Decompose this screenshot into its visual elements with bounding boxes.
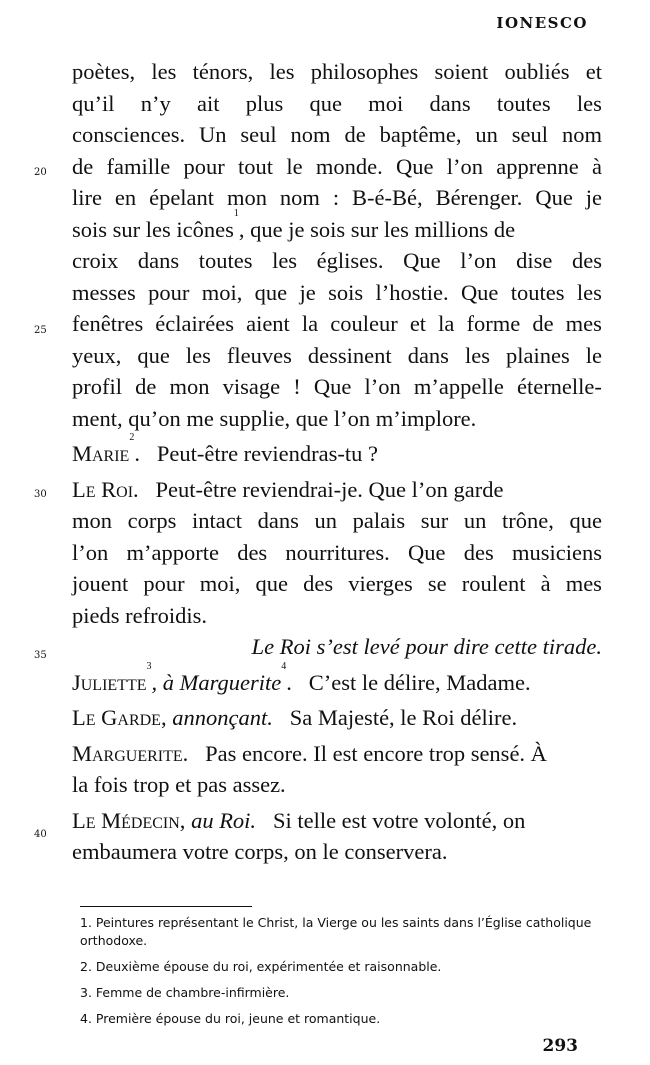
word: poètes, bbox=[72, 59, 136, 84]
word: Bérenger. bbox=[435, 185, 523, 210]
word: dans bbox=[429, 90, 471, 116]
text-line: sois sur les icônes 1 , que je sois sur les millions de bbox=[72, 214, 602, 246]
word: le bbox=[585, 342, 602, 368]
word: nom bbox=[561, 122, 602, 147]
speech-marie: Marie 2 . Peut-être reviendras-tu ? bbox=[72, 438, 602, 470]
word: pour bbox=[143, 571, 185, 596]
word: de bbox=[135, 374, 157, 399]
word: l’on bbox=[72, 539, 109, 565]
word: que bbox=[309, 90, 342, 116]
footnote-1: 1. Peintures représentant le Christ, la Vierge ou les saints dans l’Église catholique orthodoxe. bbox=[80, 915, 592, 948]
word: fenêtres bbox=[72, 311, 144, 336]
text-line bbox=[72, 505, 602, 537]
word: que bbox=[254, 279, 288, 305]
word: trône, bbox=[501, 508, 554, 533]
word: ténors, bbox=[192, 59, 254, 84]
word: Que bbox=[408, 539, 446, 565]
word: en bbox=[114, 185, 137, 210]
word: vierges bbox=[348, 571, 413, 596]
word: lire bbox=[72, 185, 102, 210]
word: des bbox=[237, 539, 268, 565]
word: roulent bbox=[461, 571, 526, 596]
footnote-3: 3. Femme de chambre-infirmière. bbox=[80, 985, 290, 1000]
word: soient bbox=[434, 59, 489, 84]
speaker-name: Marie bbox=[72, 441, 130, 466]
word: ait bbox=[196, 90, 220, 116]
speaker-name: Marguerite. bbox=[72, 740, 189, 766]
word: philosophes bbox=[310, 59, 419, 84]
stage-direction: Le Roi s’est levé pour dire cette tirade. bbox=[251, 634, 602, 659]
line-number-40: 40 bbox=[34, 829, 47, 840]
word: plaines bbox=[505, 342, 570, 368]
word: dise bbox=[516, 248, 553, 273]
word: m’appelle bbox=[413, 374, 504, 399]
word: se bbox=[427, 571, 447, 596]
word: sois bbox=[328, 279, 364, 305]
word: nom bbox=[290, 122, 331, 147]
word: Un bbox=[198, 122, 227, 147]
word: apprenne bbox=[496, 153, 579, 179]
word: yeux, bbox=[72, 342, 122, 368]
word: que bbox=[137, 342, 170, 368]
word: les bbox=[576, 90, 602, 116]
word: Que bbox=[403, 248, 441, 273]
text-line bbox=[72, 568, 602, 600]
word: églises. bbox=[316, 248, 384, 273]
word: à bbox=[540, 571, 551, 596]
page-number: 293 bbox=[542, 1036, 578, 1056]
word: la bbox=[438, 311, 455, 336]
word: éternelle- bbox=[516, 374, 602, 399]
text-line bbox=[72, 340, 602, 372]
word: éclairées bbox=[155, 311, 234, 336]
word: profil bbox=[72, 374, 122, 399]
word: Que bbox=[460, 279, 499, 305]
word: de bbox=[532, 311, 554, 336]
speech-juliette: Juliette 3 , à Marguerite 4 . C’est le délire, Madame. bbox=[72, 667, 602, 699]
word: palais bbox=[352, 508, 406, 533]
word: moi, bbox=[201, 279, 243, 305]
text-line bbox=[72, 182, 602, 214]
word: monde. bbox=[315, 153, 383, 179]
word: l’hostie. bbox=[375, 279, 449, 305]
speech-medecin: Le Médecin, au Roi. Si telle est votre volonté, on bbox=[72, 805, 602, 837]
word: m’apporte bbox=[126, 539, 219, 565]
word: les bbox=[151, 59, 177, 84]
footnote-ref: 3 bbox=[146, 660, 152, 672]
word: couleur bbox=[330, 311, 398, 336]
word: les bbox=[272, 248, 298, 273]
word: les bbox=[269, 59, 295, 84]
word: croix bbox=[72, 248, 119, 273]
line-number-25: 25 bbox=[34, 325, 47, 336]
word: moi bbox=[368, 90, 404, 116]
word: des bbox=[303, 571, 334, 596]
text-line bbox=[72, 308, 602, 340]
word: des bbox=[571, 248, 602, 273]
word: les bbox=[576, 279, 602, 305]
word: dans bbox=[407, 342, 449, 368]
word: plus bbox=[245, 90, 284, 116]
word: consciences. bbox=[72, 122, 186, 147]
text-line: ment, qu’on me supplie, que l’on m’implore. bbox=[72, 405, 477, 431]
line-number-20: 20 bbox=[34, 167, 47, 178]
text-line bbox=[72, 88, 602, 120]
footnote-divider bbox=[80, 906, 252, 907]
word: que bbox=[255, 571, 288, 596]
word: Que bbox=[313, 374, 352, 399]
word: de bbox=[72, 153, 94, 179]
word: seul bbox=[511, 122, 549, 147]
word: sur bbox=[420, 508, 449, 533]
text-line bbox=[72, 277, 602, 309]
word: pour bbox=[148, 279, 190, 305]
word: visage bbox=[222, 374, 281, 399]
footnote-ref: 2 bbox=[129, 432, 135, 443]
word: l’on bbox=[446, 153, 483, 179]
word: l’on bbox=[460, 248, 497, 273]
word: ! bbox=[293, 374, 301, 399]
footnote-2: 2. Deuxième épouse du roi, expérimentée et raisonnable. bbox=[80, 959, 442, 974]
word: un bbox=[314, 508, 337, 533]
word: et bbox=[409, 311, 427, 336]
text-line bbox=[72, 119, 602, 151]
word: mon bbox=[226, 185, 267, 210]
word: mes bbox=[565, 571, 602, 596]
word: le bbox=[286, 153, 303, 179]
word: que bbox=[569, 508, 602, 533]
speaker-name: Le Médecin, bbox=[72, 807, 186, 833]
text-line bbox=[72, 56, 602, 88]
word: un bbox=[475, 122, 498, 147]
line-number-30: 30 bbox=[34, 489, 47, 500]
word: n’y bbox=[140, 90, 171, 116]
speaker-name: Le Garde, bbox=[72, 705, 167, 730]
word: tout bbox=[238, 153, 274, 179]
word: Que bbox=[395, 153, 434, 179]
text-line bbox=[72, 537, 602, 569]
word: un bbox=[463, 508, 487, 533]
play-text bbox=[72, 56, 602, 868]
word: mon bbox=[72, 508, 113, 533]
word: les bbox=[464, 342, 490, 368]
word: nourritures. bbox=[285, 539, 390, 565]
word: des bbox=[463, 539, 494, 565]
word: mes bbox=[565, 311, 602, 336]
word: nom bbox=[279, 185, 320, 210]
word: B-é-Bé, bbox=[352, 185, 423, 210]
word: seul bbox=[240, 122, 277, 147]
speech-roi: Le Roi. Peut-être reviendrai-je. Que l’on garde bbox=[72, 474, 602, 506]
word: dans bbox=[137, 248, 180, 273]
line-number-35: 35 bbox=[34, 650, 47, 661]
text-line: la fois trop et pas assez. bbox=[72, 772, 286, 797]
word: qu’il bbox=[72, 90, 115, 116]
word: les bbox=[185, 342, 211, 368]
word: pour bbox=[183, 153, 225, 179]
word: toutes bbox=[198, 248, 253, 273]
speaker-name: Juliette bbox=[72, 669, 147, 695]
word: forme bbox=[466, 311, 521, 336]
word: de bbox=[344, 122, 366, 147]
word: fleuves bbox=[226, 342, 292, 368]
word: aient bbox=[246, 311, 290, 336]
word: la bbox=[301, 311, 319, 336]
word: mon bbox=[169, 374, 210, 399]
word: famille bbox=[106, 153, 171, 179]
word: musiciens bbox=[511, 539, 602, 565]
footnote-ref: 4 bbox=[281, 660, 287, 672]
footnotes bbox=[80, 914, 600, 1036]
text-line bbox=[72, 151, 602, 183]
word: je bbox=[585, 185, 602, 210]
word: Que bbox=[535, 185, 573, 210]
word: toutes bbox=[510, 279, 565, 305]
speech-marguerite: Marguerite. Pas encore. Il est encore trop sensé. À bbox=[72, 738, 602, 770]
word: jouent bbox=[72, 571, 129, 596]
text-line: pieds refroidis. bbox=[72, 602, 207, 628]
word: baptême, bbox=[379, 122, 462, 147]
word: : bbox=[332, 185, 340, 210]
text-line bbox=[72, 245, 602, 277]
word: je bbox=[299, 279, 316, 305]
word: toutes bbox=[496, 90, 551, 116]
text-line: embaumera votre corps, on le conservera. bbox=[72, 839, 448, 864]
word: à bbox=[591, 153, 602, 179]
running-title: IONESCO bbox=[496, 14, 588, 32]
word: oubliés bbox=[504, 59, 570, 84]
word: corps bbox=[127, 508, 177, 533]
word: dans bbox=[257, 508, 299, 533]
word: messes bbox=[72, 279, 136, 305]
word: intact bbox=[192, 508, 242, 533]
word: dessinent bbox=[307, 342, 392, 368]
footnote-4: 4. Première épouse du roi, jeune et romantique. bbox=[80, 1011, 381, 1026]
text-line bbox=[72, 371, 602, 403]
speech-garde: Le Garde, annonçant. Sa Majesté, le Roi délire. bbox=[72, 702, 602, 734]
word: moi, bbox=[199, 571, 241, 596]
word: et bbox=[585, 59, 602, 84]
word: l’on bbox=[364, 374, 401, 399]
speaker-name: Le Roi. bbox=[72, 476, 139, 502]
footnote-ref: 1 bbox=[233, 207, 239, 219]
word: épelant bbox=[149, 185, 215, 210]
